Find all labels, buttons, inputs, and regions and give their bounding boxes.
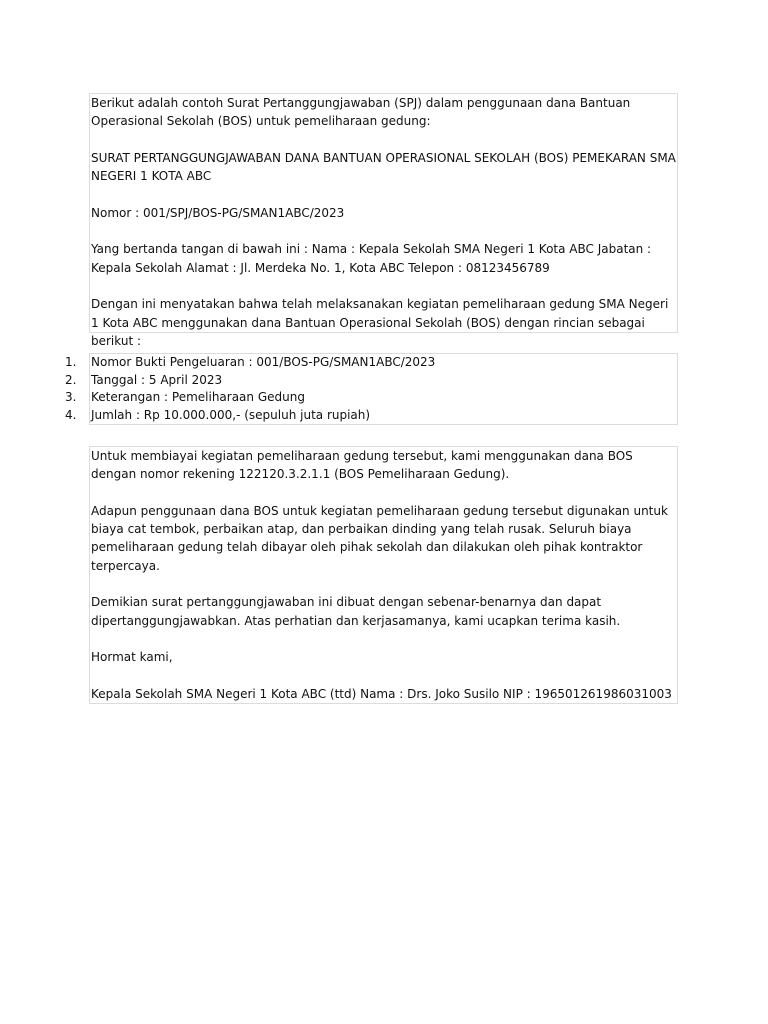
intro-text-block [89,93,678,348]
list-item [65,354,677,372]
usage-paragraph: Adapun penggunaan dana BOS untuk kegiatan pemeliharaan gedung tersebut digunakan untuk biaya cat tembok, perbaikan atap, dan perbaikan dinding yang telah rusak. Seluruh biaya pemeliharaan gedung telah dibayar oleh pihak sekolah dan dilakukan oleh pihak kontraktor terpercaya. [91,503,668,573]
expense-details-list [65,354,677,424]
body-text-block [89,446,678,704]
paragraph-gap [90,484,677,502]
list-item-number: 3. [65,390,77,404]
list-item-text: Jumlah : Rp 10.000.000,- (sepuluh juta rupiah) [91,407,371,422]
list-item-number: 1. [65,355,77,369]
paragraph-gap [90,630,677,648]
letter-number: Nomor : 001/SPJ/BOS-PG/SMAN1ABC/2023 [91,205,345,220]
salutation: Hormat kami, [91,650,173,665]
list-item [65,389,677,407]
letter-title: SURAT PERTANGGUNGJAWABAN DANA BANTUAN OPERASIONAL SEKOLAH (BOS) PEMEKARAN SMA NEGERI 1 KOTA ABC [91,150,676,184]
paragraph-gap [90,185,677,203]
list-item-text: Tanggal : 5 April 2023 [91,372,223,387]
closing-paragraph: Demikian surat pertanggungjawaban ini dibuat dengan sebenar-benarnya dan dapat dipertanggungjawabkan. Atas perhatian dan kerjasamanya, kami ucapkan terima kasih. [91,595,621,628]
funding-paragraph: Untuk membiayai kegiatan pemeliharaan gedung tersebut, kami menggunakan dana BOS dengan nomor rekening 122120.3.2.1.1 (BOS Pemeliharaan Gedung). [91,449,633,482]
paragraph-gap [90,575,677,593]
list-item-number: 2. [65,372,77,387]
signatory-details: Yang bertanda tangan di bawah ini : Nama : Kepala Sekolah SMA Negeri 1 Kota ABC Jabatan : Kepala Sekolah Alamat : Jl. Merdeka No. 1, Kota ABC Telepon : 08123456789 [91,242,652,275]
list-item [65,407,677,425]
list-item-number: 4. [65,407,77,422]
paragraph-gap [90,222,677,240]
list-item [65,372,677,390]
list-item-text: Keterangan : Pemeliharaan Gedung [91,390,305,404]
expense-details-list-block [65,353,678,425]
declaration-paragraph: Dengan ini menyatakan bahwa telah melaksanakan kegiatan pemeliharaan gedung SMA Negeri 1 Kota ABC menggunakan dana Bantuan Operasional Sekolah (BOS) dengan rincian sebagai berikut : [91,297,669,348]
list-item-text: Nomor Bukti Pengeluaran : 001/BOS-PG/SMAN1ABC/2023 [91,355,436,369]
intro-paragraph: Berikut adalah contoh Surat Pertanggungjawaban (SPJ) dalam penggunaan dana Bantuan Operasional Sekolah (BOS) untuk pemeliharaan gedung: [91,96,631,129]
signature-line: Kepala Sekolah SMA Negeri 1 Kota ABC (ttd) Nama : Drs. Joko Susilo NIP : 196501261986031003 [91,686,672,701]
paragraph-gap [90,667,677,685]
paragraph-gap [90,277,677,295]
paragraph-gap [90,131,677,149]
